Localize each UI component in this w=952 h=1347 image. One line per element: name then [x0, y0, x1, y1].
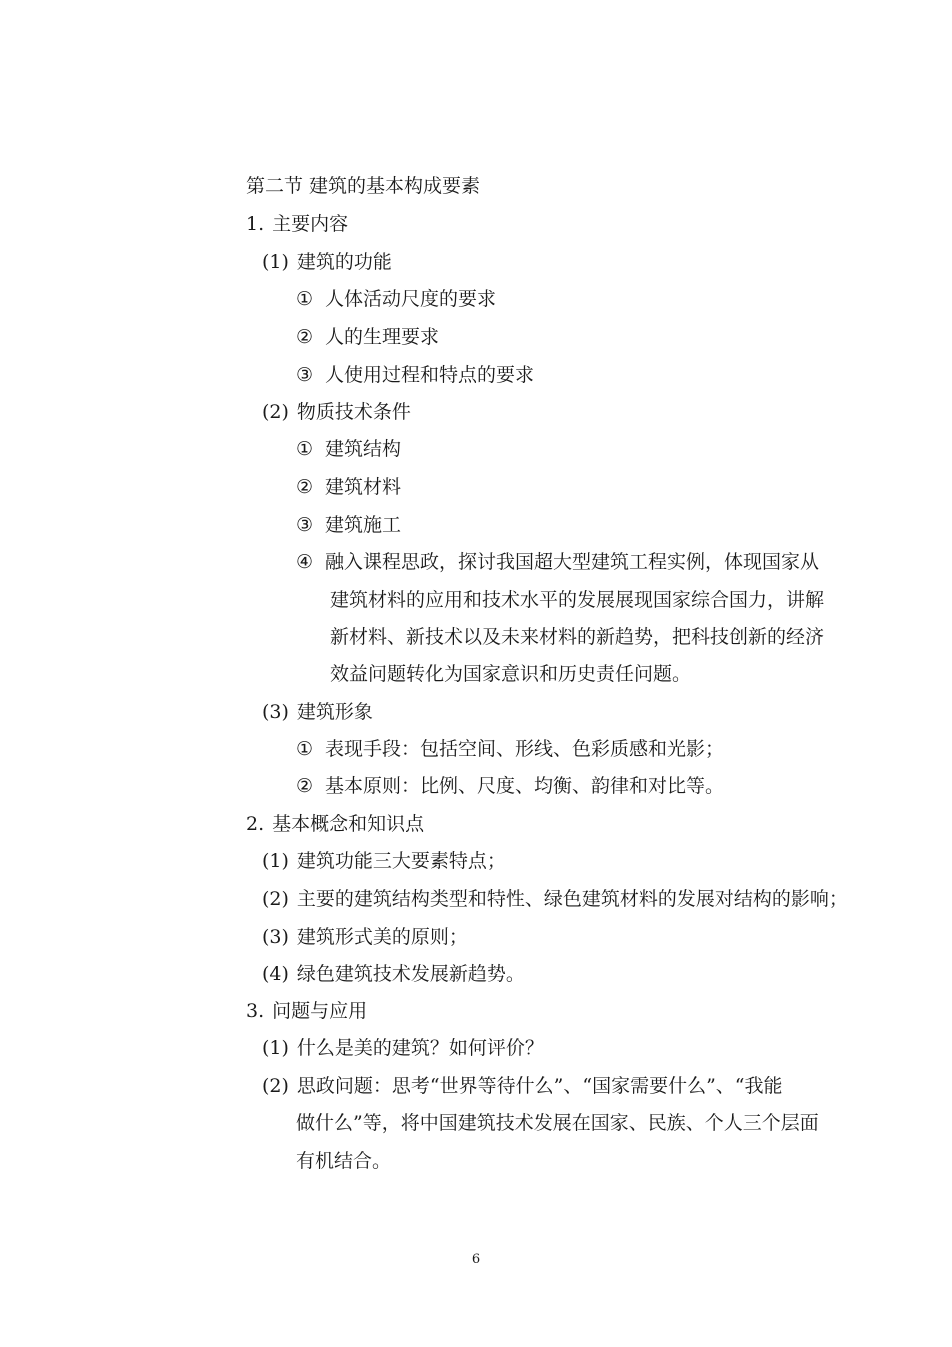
subheading-2	[262, 399, 411, 425]
list-item	[296, 773, 724, 799]
list-item	[262, 924, 468, 950]
item-text: 建筑材料	[325, 476, 402, 498]
item-number: (2)	[262, 888, 289, 910]
subheading-2-text: 物质技术条件	[296, 401, 411, 423]
heading-1	[246, 211, 348, 237]
item-text: 建筑功能三大要素特点；	[296, 850, 506, 872]
subheading-3-text: 建筑形象	[296, 701, 373, 723]
item-marker: ④	[296, 551, 314, 573]
heading-1-text: 主要内容	[272, 213, 349, 235]
item-text: 基本原则：比例、尺度、均衡、韵律和对比等。	[325, 775, 725, 797]
list-item	[262, 1073, 783, 1099]
item-number: (1)	[262, 850, 289, 872]
item-text: 人使用过程和特点的要求	[325, 364, 535, 386]
item-marker: ①	[296, 738, 314, 760]
item-marker: ②	[296, 476, 314, 498]
item-number: (1)	[262, 1037, 289, 1059]
list-item	[296, 736, 724, 762]
item-continuation: 建筑材料的应用和技术水平的发展展现国家综合国力，讲解	[330, 589, 825, 611]
subheading-3-number: (3)	[262, 701, 289, 723]
heading-1-number: 1.	[246, 213, 265, 235]
subheading-1-text: 建筑的功能	[296, 251, 392, 273]
item-marker: ①	[296, 288, 314, 310]
list-item	[296, 286, 496, 312]
heading-2	[246, 811, 424, 837]
item-text: 人的生理要求	[325, 326, 440, 348]
item-continuation: 效益问题转化为国家意识和历史责任问题。	[330, 663, 692, 685]
heading-3-number: 3.	[246, 1000, 265, 1022]
list-item	[262, 848, 506, 874]
item-text: 融入课程思政，探讨我国超大型建筑工程实例，体现国家从	[325, 551, 820, 573]
heading-2-text: 基本概念和知识点	[272, 813, 425, 835]
list-item	[296, 474, 401, 500]
list-item	[262, 1035, 544, 1061]
item-marker: ①	[296, 438, 314, 460]
list-item	[296, 324, 439, 350]
subheading-3	[262, 699, 373, 725]
item-text: 建筑结构	[325, 438, 402, 460]
heading-3	[246, 998, 367, 1024]
item-text: 思政问题：思考“世界等待什么”、“国家需要什么”、“我能	[296, 1075, 783, 1097]
item-text: 绿色建筑技术发展新趋势。	[296, 963, 525, 985]
list-item	[296, 436, 401, 462]
list-item	[296, 549, 819, 575]
item-text: 人体活动尺度的要求	[325, 288, 497, 310]
item-number: (2)	[262, 1075, 289, 1097]
list-item	[296, 512, 401, 538]
item-marker: ②	[296, 326, 314, 348]
heading-2-number: 2.	[246, 813, 265, 835]
item-text: 建筑形式美的原则；	[296, 926, 468, 948]
page-number: 6	[471, 1252, 481, 1267]
list-item	[262, 886, 848, 912]
item-text: 主要的建筑结构类型和特性、绿色建筑材料的发展对结构的影响；	[296, 888, 848, 910]
item-continuation: 做什么”等，将中国建筑技术发展在国家、民族、个人三个层面	[296, 1112, 819, 1134]
list-item	[296, 362, 534, 388]
item-continuation: 有机结合。	[296, 1150, 392, 1172]
item-marker: ②	[296, 775, 314, 797]
item-number: (3)	[262, 926, 289, 948]
item-continuation: 新材料、新技术以及未来材料的新趋势，把科技创新的经济	[330, 626, 825, 648]
section-title: 第二节 建筑的基本构成要素	[246, 175, 481, 197]
subheading-2-number: (2)	[262, 401, 289, 423]
item-text: 建筑施工	[325, 514, 402, 536]
item-text: 表现手段：包括空间、形线、色彩质感和光影；	[325, 738, 725, 760]
heading-3-text: 问题与应用	[272, 1000, 368, 1022]
item-marker: ③	[296, 364, 314, 386]
item-text: 什么是美的建筑？如何评价？	[296, 1037, 544, 1059]
item-number: (4)	[262, 963, 289, 985]
list-item	[262, 961, 525, 987]
item-marker: ③	[296, 514, 314, 536]
subheading-1-number: (1)	[262, 251, 289, 273]
subheading-1	[262, 249, 392, 275]
